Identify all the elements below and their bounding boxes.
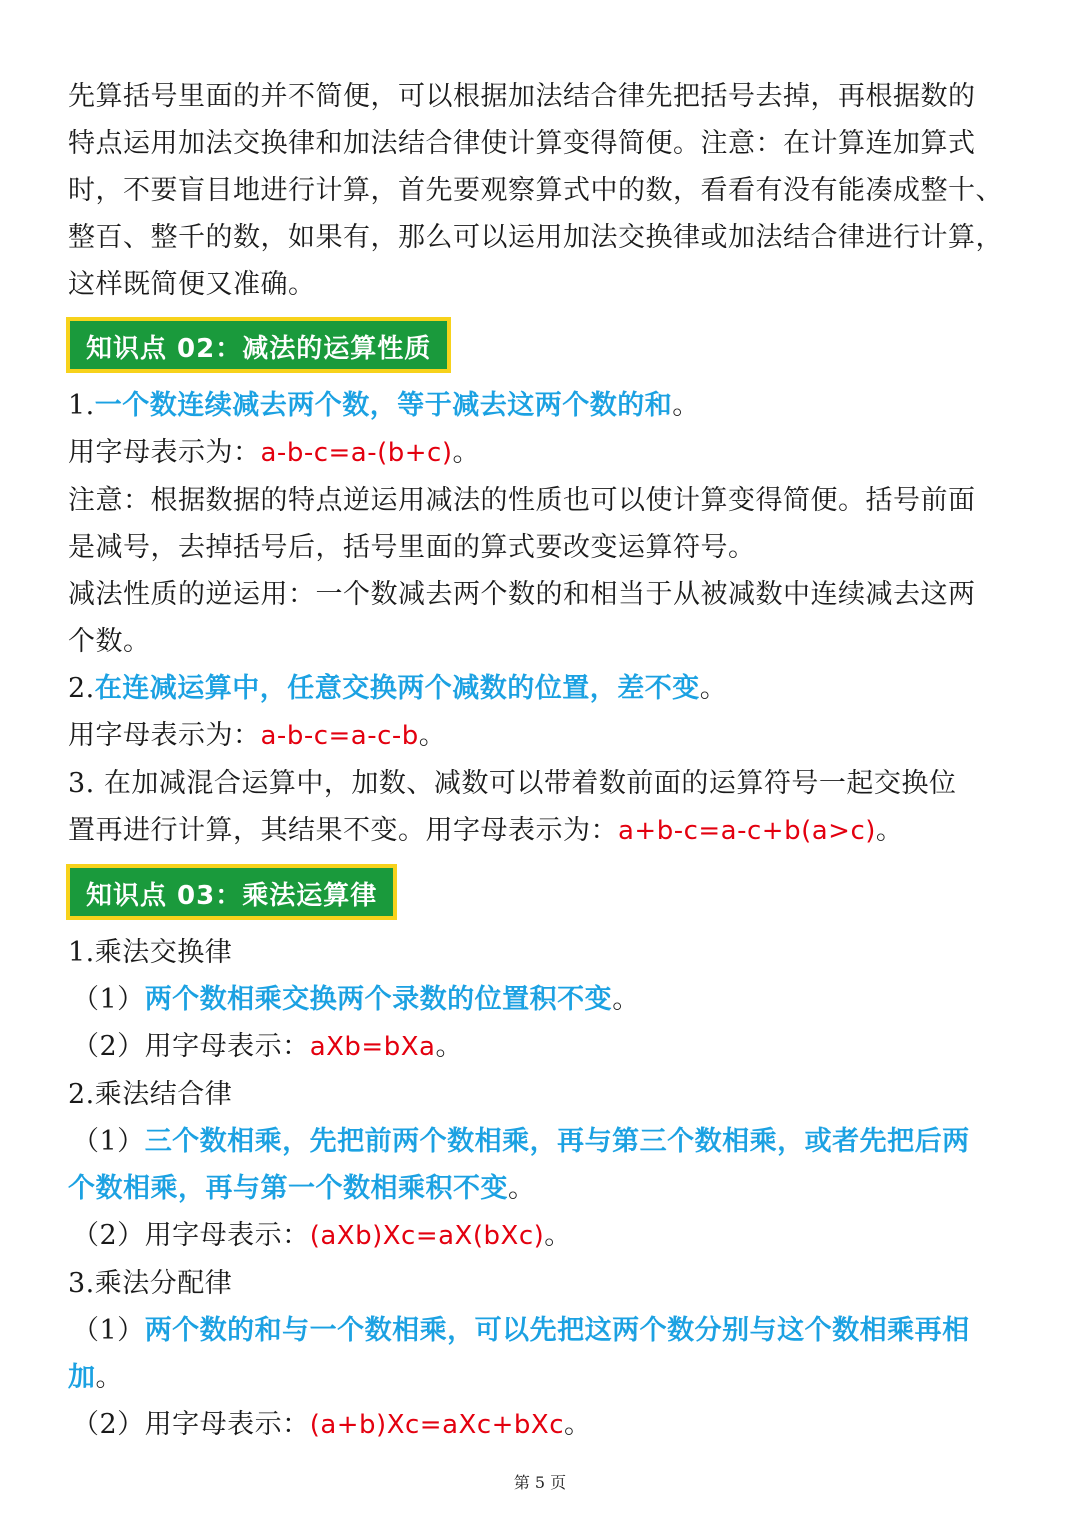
punctuation: 。: [95, 1362, 123, 1393]
law-point: [68, 1212, 1014, 1260]
formula-label: （2）用字母表示：: [72, 1409, 310, 1440]
page-content: [68, 73, 1014, 1449]
punctuation: 。: [699, 673, 728, 704]
intro-paragraph: [68, 73, 1014, 308]
page-number: 第 5 页: [513, 1473, 567, 1492]
punctuation: 。: [875, 815, 904, 846]
highlighted-rule: 两个数相乘交换两个录数的位置积不变: [144, 984, 613, 1015]
law-title: 3.乘法分配律: [68, 1268, 233, 1299]
law-title: 1.乘法交换律: [68, 937, 233, 968]
intro-line: 先算括号里面的并不简便，可以根据加法结合律先把括号去掉，再根据数的: [68, 81, 976, 112]
item-number: 2.: [68, 673, 95, 704]
formula-line: [68, 807, 1014, 855]
rule-line: [68, 665, 1014, 712]
point-number: （1）: [72, 1126, 145, 1157]
rule-line: 3. 在加减混合运算中，加数、减数可以带着数前面的运算符号一起交换位: [68, 768, 957, 799]
rule-line: [68, 382, 1014, 429]
formula: a-b-c=a-(b+c): [260, 438, 453, 468]
punctuation: 。: [672, 390, 700, 421]
highlighted-rule: 一个数连续减去两个数，等于减去这两个数的和: [94, 390, 673, 421]
point-number: （1）: [72, 984, 145, 1015]
highlighted-rule: 三个数相乘，先把前两个数相乘，再与第三个数相乘，或者先把后两: [144, 1126, 970, 1157]
formula-line: [68, 712, 1014, 760]
formula-label: 用字母表示为：: [68, 437, 261, 468]
highlighted-rule: 在连减运算中，任意交换两个减数的位置，差不变: [94, 673, 700, 704]
section-heading-wrap: [66, 855, 1014, 929]
punctuation: 。: [508, 1173, 536, 1204]
formula-label: （2）用字母表示：: [72, 1031, 310, 1062]
intro-line: 整百、整千的数，如果有，那么可以运用加法交换律或加法结合律进行计算，: [68, 222, 1003, 253]
point-number: （1）: [72, 1315, 145, 1346]
formula: a+b-c=a-c+b(a>c): [618, 816, 876, 846]
law-point: [68, 976, 1014, 1023]
note-line: 注意：根据数据的特点逆运用减法的性质也可以使计算变得简便。括号前面: [68, 485, 976, 516]
formula: a-b-c=a-c-b: [260, 721, 419, 751]
note-line: 个数。: [68, 626, 151, 657]
section-heading-multiplication: 知识点 03：乘法运算律: [66, 864, 397, 920]
punctuation: 。: [564, 1409, 592, 1440]
formula: (a+b)Xc=aXc+bXc: [309, 1410, 565, 1440]
law-title: 2.乘法结合律: [68, 1079, 233, 1110]
law-point: [68, 1401, 1014, 1449]
note-line: 减法性质的逆运用：一个数减去两个数的和相当于从被减数中连续减去这两: [68, 579, 976, 610]
punctuation: 。: [435, 1031, 463, 1062]
law-point-continuation: [68, 1165, 1014, 1212]
punctuation: 。: [544, 1220, 572, 1251]
intro-line: 特点运用加法交换律和加法结合律使计算变得简便。注意：在计算连加算式: [68, 128, 976, 159]
intro-line: 这样既简便又准确。: [68, 269, 316, 300]
formula-line: [68, 429, 1014, 477]
formula: aXb=bXa: [309, 1032, 436, 1062]
item-number: 1.: [68, 390, 95, 421]
formula: (aXb)Xc=aX(bXc): [309, 1221, 545, 1251]
law-point-continuation: [68, 1354, 1014, 1401]
note-line: 是减号，去掉括号后，括号里面的算式要改变运算符号。: [68, 532, 756, 563]
law-point: [68, 1118, 1014, 1165]
punctuation: 。: [418, 720, 447, 751]
highlighted-rule: 个数相乘，再与第一个数相乘积不变: [68, 1173, 508, 1204]
formula-label: 用字母表示为：: [68, 720, 261, 751]
punctuation: 。: [612, 984, 640, 1015]
highlighted-rule: 两个数的和与一个数相乘，可以先把这两个数分别与这个数相乘再相: [144, 1315, 970, 1346]
section-heading-wrap: [66, 308, 1014, 382]
highlighted-rule: 加: [68, 1362, 96, 1393]
formula-label: 置再进行计算，其结果不变。用字母表示为：: [68, 815, 618, 846]
punctuation: 。: [452, 437, 480, 468]
intro-line: 时，不要盲目地进行计算，首先要观察算式中的数，看看有没有能凑成整十、: [68, 175, 1003, 206]
section-heading-subtraction: 知识点 02：减法的运算性质: [66, 317, 451, 373]
law-point: [68, 1023, 1014, 1071]
law-point: [68, 1307, 1014, 1354]
formula-label: （2）用字母表示：: [72, 1220, 310, 1251]
